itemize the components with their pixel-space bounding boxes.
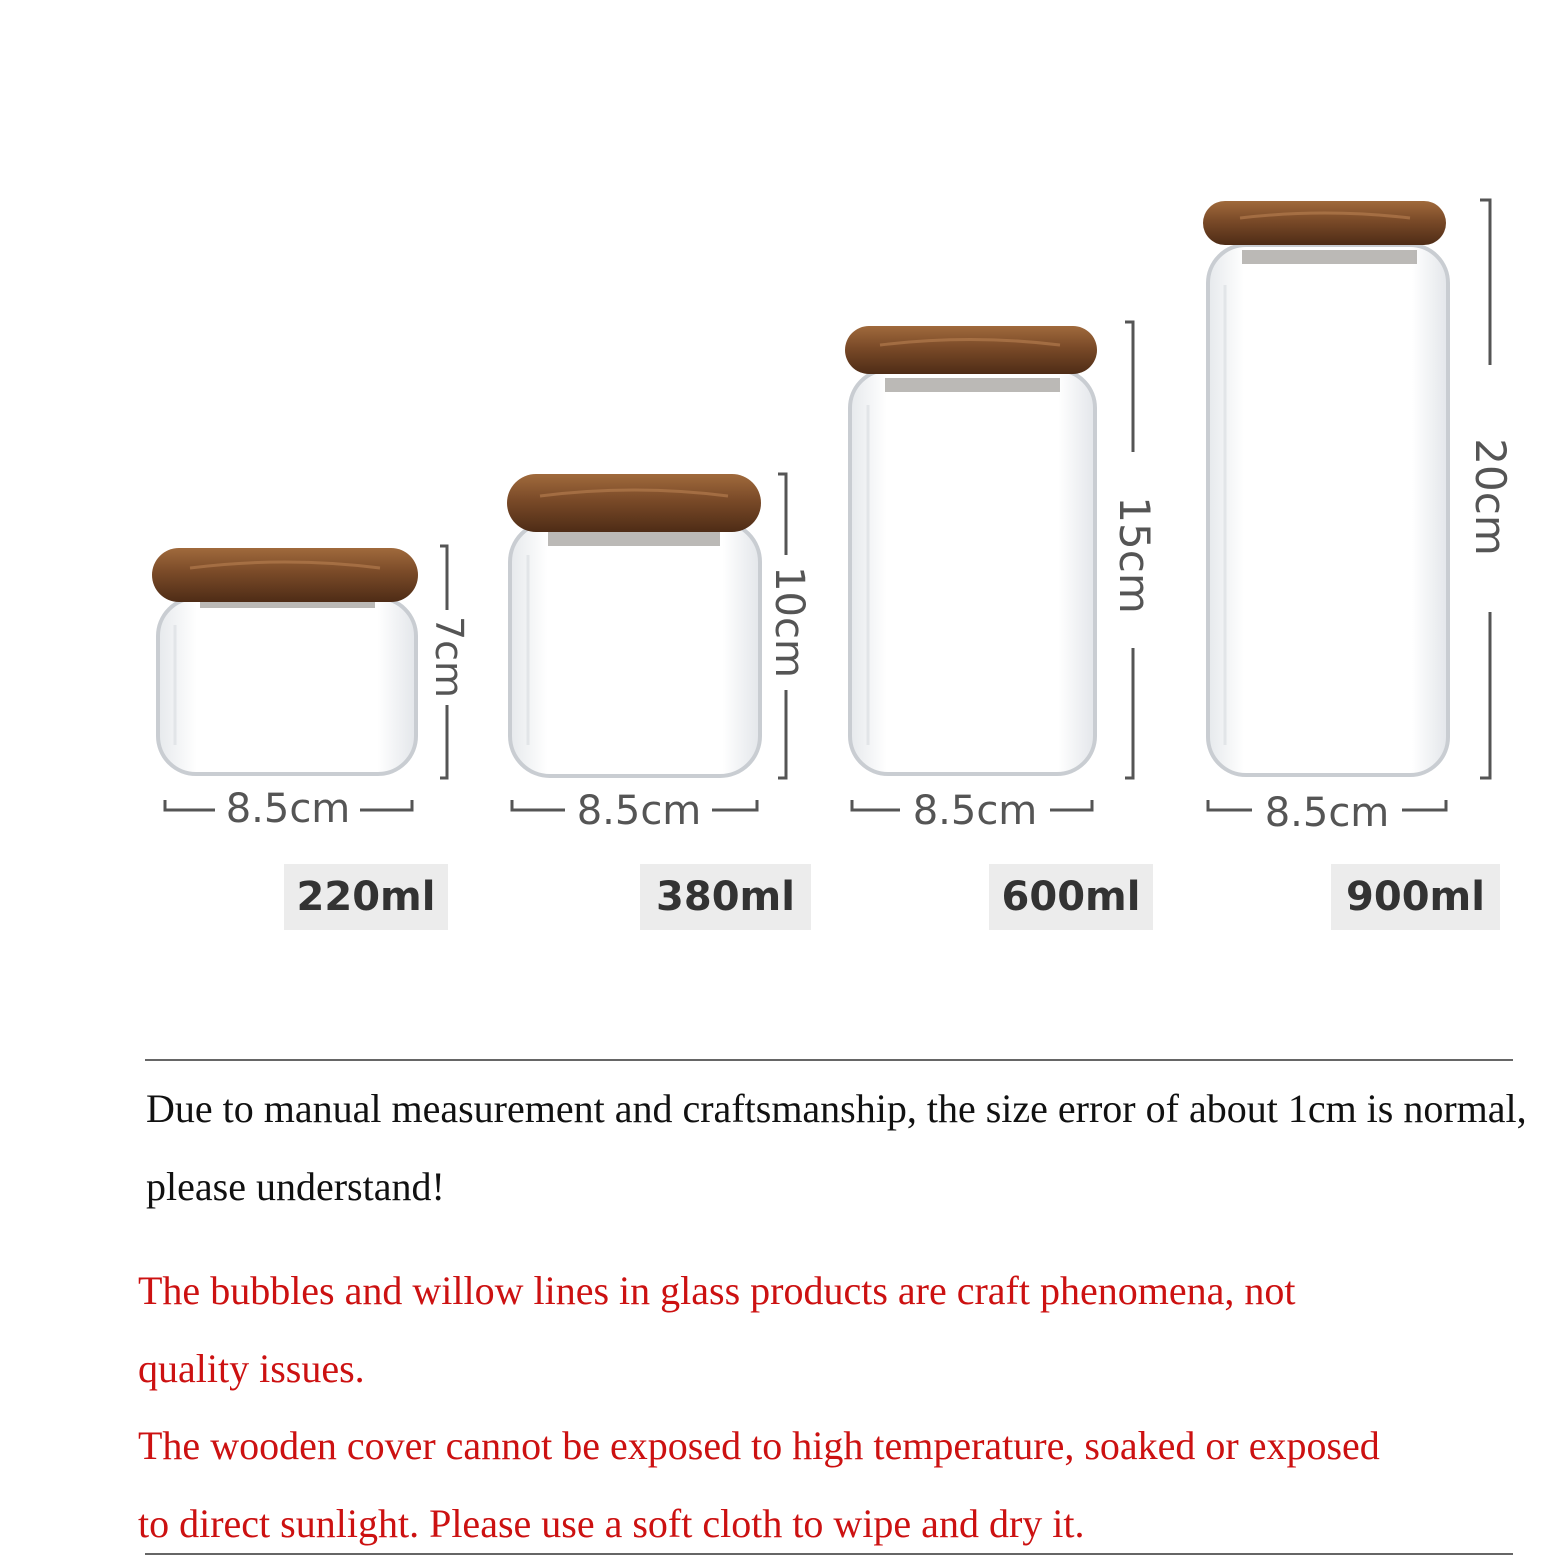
jar-220ml: [152, 546, 471, 832]
wooden-lid: [507, 474, 761, 532]
wood-care-note: The wooden cover cannot be exposed to high temperature, soaked or exposed to direct sunlight. Please use a soft cloth to wipe and dry it.: [138, 1423, 1380, 1546]
wooden-lid: [845, 326, 1097, 374]
width-label: 8.5cm: [225, 786, 351, 832]
wooden-lid: [1203, 201, 1446, 245]
glass-body: [158, 598, 416, 774]
height-label: 7cm: [427, 615, 471, 699]
size-error-note: Due to manual measurement and craftsmanship, the size error of about 1cm is normal, please understand!: [146, 1086, 1527, 1209]
glass-body: [850, 370, 1095, 774]
lid-seal: [1242, 250, 1417, 264]
capacity-label-380ml: 380ml: [640, 864, 811, 930]
capacity-label-600ml: 600ml: [989, 864, 1153, 930]
capacity-label-220ml: 220ml: [284, 864, 448, 930]
lid-seal: [548, 532, 720, 546]
top-divider: [145, 1059, 1513, 1061]
width-label: 8.5cm: [1264, 790, 1390, 836]
bottom-divider: [145, 1553, 1513, 1555]
capacity-label-900ml: 900ml: [1331, 864, 1500, 930]
height-label: 20cm: [1466, 438, 1515, 556]
width-label: 8.5cm: [576, 788, 702, 834]
glass-craft-note: The bubbles and willow lines in glass products are craft phenomena, not quality issues.: [138, 1268, 1296, 1391]
jar-600ml: [845, 322, 1159, 834]
wooden-lid: [152, 548, 418, 602]
height-label: 15cm: [1110, 496, 1159, 614]
jar-900ml: [1203, 200, 1515, 836]
jar-380ml: [507, 474, 812, 834]
glass-body: [1208, 245, 1448, 775]
glass-body: [510, 522, 760, 776]
lid-seal: [885, 378, 1060, 392]
height-label: 10cm: [766, 566, 812, 678]
width-label: 8.5cm: [912, 788, 1038, 834]
